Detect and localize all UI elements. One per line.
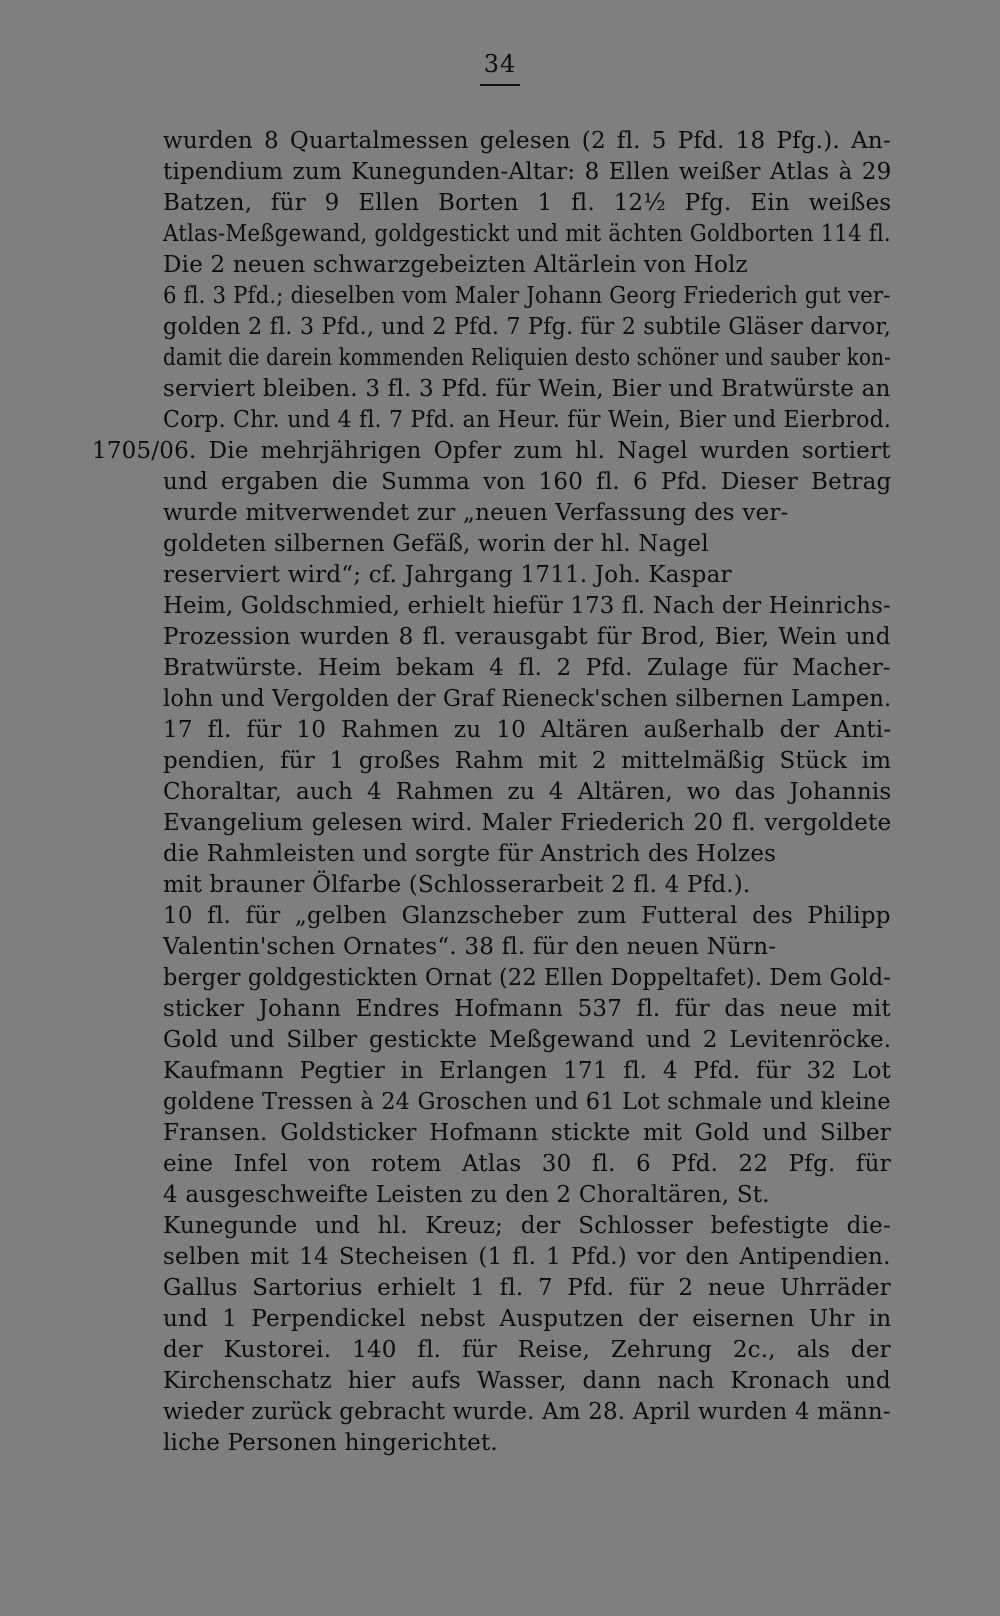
line-text: und 1 Perpendickel nebst Ausputzen der eisernen Uhr in <box>163 1306 892 1332</box>
text-line <box>163 653 891 684</box>
line-text: damit die darein kommenden Reliquien desto schöner und sauber kon- <box>163 345 892 371</box>
text-line <box>163 467 891 498</box>
text-line <box>92 436 891 467</box>
text-line <box>163 1025 891 1056</box>
text-line <box>163 1211 891 1242</box>
text-line <box>163 746 891 777</box>
line-text: Evangelium gelesen wird. Maler Friederich 20 fl. vergoldete <box>163 810 892 836</box>
line-text: Kirchenschatz hier aufs Wasser, dann nach Kronach und <box>163 1368 891 1394</box>
text-line <box>163 1335 891 1366</box>
text-line <box>163 994 891 1025</box>
text-line <box>163 1304 891 1335</box>
line-text: 4 ausgeschweifte Leisten zu den 2 Choraltären, St. <box>163 1182 770 1208</box>
text-line <box>163 498 789 529</box>
line-text: Die 2 neuen schwarzgebeizten Altärlein von Holz <box>163 252 748 278</box>
text-line <box>163 1118 891 1149</box>
line-text: wieder zurück gebracht wurde. Am 28. April wurden 4 männ- <box>163 1399 891 1425</box>
text-line <box>163 405 891 436</box>
line-text: Fransen. Goldsticker Hofmann stickte mit Gold und Silber <box>163 1120 891 1146</box>
line-text: berger goldgestickten Ornat (22 Ellen Doppeltafet). Dem Gold- <box>163 965 891 991</box>
year-marker: 1705/06. <box>92 438 197 464</box>
line-text: golden 2 fl. 3 Pfd., und 2 Pfd. 7 Pfg. für 2 subtile Gläser darvor, <box>163 314 892 340</box>
text-line <box>163 219 891 250</box>
text-line <box>163 839 776 870</box>
text-line <box>163 1397 891 1428</box>
text-line <box>163 1087 891 1118</box>
line-text: selben mit 14 Stecheisen (1 fl. 1 Pfd.) vor den Antipendien. <box>163 1244 891 1270</box>
line-text: goldeten silbernen Gefäß, worin der hl. Nagel <box>163 531 709 557</box>
line-text: Valentin'schen Ornates“. 38 fl. für den neuen Nürn- <box>163 934 777 960</box>
text-line <box>163 622 891 653</box>
line-text: Kunegunde und hl. Kreuz; der Schlosser befestigte die- <box>163 1213 891 1239</box>
line-text: wurden 8 Quartalmessen gelesen (2 fl. 5 Pfd. 18 Pfg.). An- <box>163 128 891 154</box>
text-line <box>163 808 891 839</box>
line-text: lohn und Vergolden der Graf Rieneck'schen silbernen Lampen. <box>163 686 892 712</box>
line-text: die Rahmleisten und sorgte für Anstrich des Holzes <box>163 841 777 867</box>
text-line <box>163 1180 770 1211</box>
text-line <box>163 250 748 281</box>
text-line <box>163 374 891 405</box>
line-text: Batzen, für 9 Ellen Borten 1 fl. 12½ Pfg. Ein weißes <box>163 190 892 216</box>
line-text: Die mehrjährigen Opfer zum hl. Nagel wurden sortiert <box>208 438 891 464</box>
text-line <box>163 529 709 560</box>
line-text: Corp. Chr. und 4 fl. 7 Pfd. an Heur. für Wein, Bier und Eierbrod. <box>163 407 892 433</box>
text-line <box>163 281 891 312</box>
text-line <box>163 901 891 932</box>
line-text: tipendium zum Kunegunden-Altar: 8 Ellen weißer Atlas à 29 <box>163 159 892 185</box>
text-line <box>163 1056 891 1087</box>
text-line <box>163 1149 891 1180</box>
text-line <box>163 777 891 808</box>
line-text: wurde mitverwendet zur „neuen Verfassung des ver- <box>163 500 789 526</box>
line-text: sticker Johann Endres Hofmann 537 fl. für das neue mit <box>163 996 891 1022</box>
line-text: 10 fl. für „gelben Glanzscheber zum Futteral des Philipp <box>163 903 891 929</box>
line-text: der Kustorei. 140 fl. für Reise, Zehrung 2c., als der <box>163 1337 891 1363</box>
line-text: serviert bleiben. 3 fl. 3 Pfd. für Wein, Bier und Bratwürste an <box>163 376 891 402</box>
line-text: Bratwürste. Heim bekam 4 fl. 2 Pfd. Zulage für Macher- <box>163 655 891 681</box>
text-line <box>163 1242 891 1273</box>
line-text: 6 fl. 3 Pfd.; dieselben vom Maler Johann Georg Friederich gut ver- <box>163 283 891 309</box>
line-text: reserviert wird“; cf. Jahrgang 1711. Joh. Kaspar <box>163 562 732 588</box>
text-line <box>163 715 891 746</box>
text-line <box>163 1273 891 1304</box>
line-text: Choraltar, auch 4 Rahmen zu 4 Altären, wo das Johannis <box>163 779 892 805</box>
text-line <box>163 963 891 994</box>
text-line <box>163 1428 498 1459</box>
page-number-text: 34 <box>480 50 521 86</box>
text-line <box>163 1366 891 1397</box>
line-text: Prozession wurden 8 fl. verausgabt für Brod, Bier, Wein und <box>163 624 891 650</box>
line-text: Kaufmann Pegtier in Erlangen 171 fl. 4 Pfd. für 32 Lot <box>163 1058 891 1084</box>
text-line <box>163 591 891 622</box>
page-number <box>0 50 1000 86</box>
line-text: goldene Tressen à 24 Groschen und 61 Lot schmale und kleine <box>163 1089 891 1115</box>
text-line <box>163 560 732 591</box>
line-text: mit brauner Ölfarbe (Schlosserarbeit 2 fl. 4 Pfd.). <box>163 872 751 898</box>
line-text: Gold und Silber gestickte Meßgewand und 2 Levitenröcke. <box>163 1027 892 1053</box>
line-text: eine Infel von rotem Atlas 30 fl. 6 Pfd. 22 Pfg. für <box>163 1151 891 1177</box>
line-text: Gallus Sartorius erhielt 1 fl. 7 Pfd. für 2 neue Uhrräder <box>163 1275 891 1301</box>
line-text: pendien, für 1 großes Rahm mit 2 mittelmäßig Stück im <box>163 748 892 774</box>
text-line <box>163 188 891 219</box>
line-text: liche Personen hingerichtet. <box>163 1430 498 1456</box>
text-line <box>163 126 891 157</box>
text-line <box>163 684 891 715</box>
text-line <box>163 312 891 343</box>
line-text: 17 fl. für 10 Rahmen zu 10 Altären außerhalb der Anti- <box>163 717 892 743</box>
text-line <box>163 932 776 963</box>
text-line <box>163 870 750 901</box>
text-line <box>163 157 891 188</box>
line-text: Heim, Goldschmied, erhielt hiefür 173 fl. Nach der Heinrichs- <box>163 593 891 619</box>
line-text: Atlas-Meßgewand, goldgestickt und mit ächten Goldborten 114 fl. <box>163 221 891 247</box>
text-line <box>163 343 891 374</box>
line-text: und ergaben die Summa von 160 fl. 6 Pfd. Dieser Betrag <box>163 469 892 495</box>
